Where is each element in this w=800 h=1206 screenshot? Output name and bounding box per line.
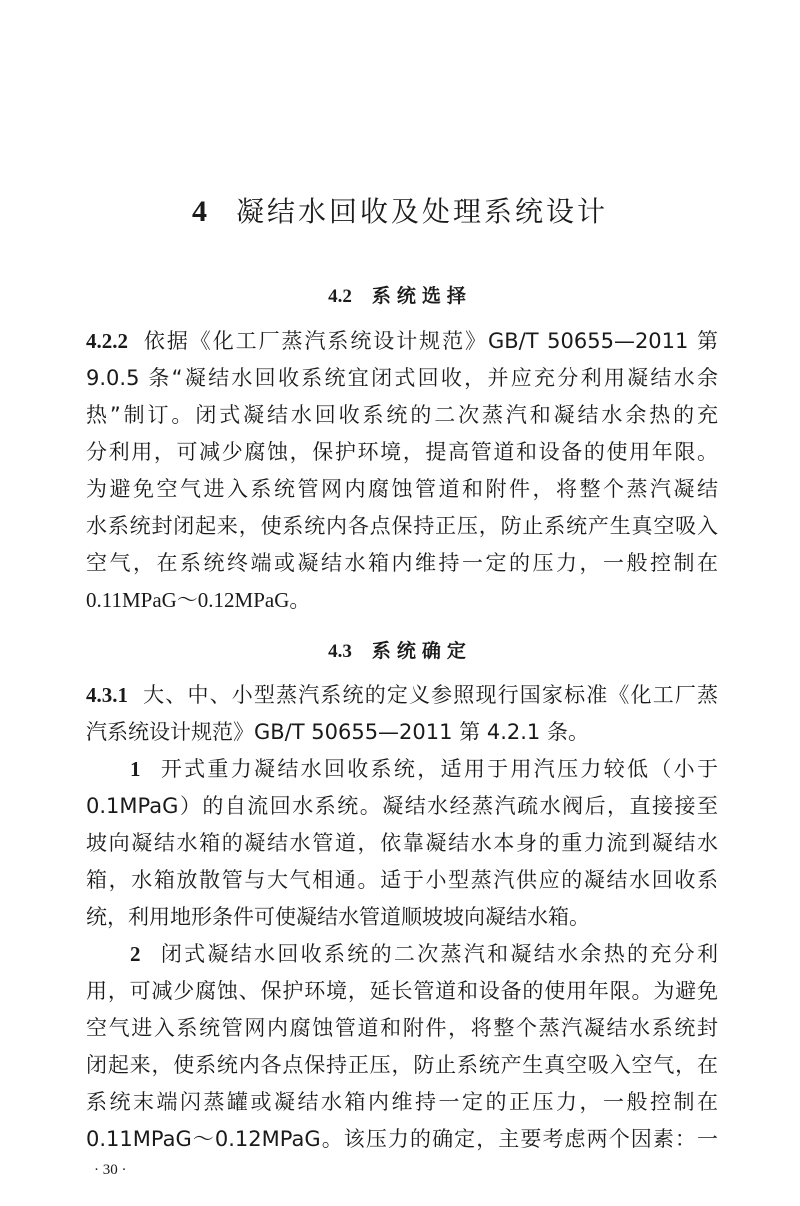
paragraph-line xyxy=(86,1085,718,1119)
paragraph-line xyxy=(86,583,718,617)
line-text: 闭起来，使系统内各点保持正压，防止系统产生真空吸入空气，在 xyxy=(86,1053,718,1077)
paragraph-line xyxy=(86,715,718,749)
line-text: 0.11MPaG～0.12MPaG。 xyxy=(86,588,311,612)
item-number: 1 xyxy=(130,757,141,781)
line-text: 为避免空气进入系统管网内腐蚀管道和附件，将整个蒸汽凝结 xyxy=(86,477,718,501)
line-text: 系统末端闪蒸罐或凝结水箱内维持一定的正压力，一般控制在 xyxy=(86,1090,718,1114)
paragraph-line xyxy=(86,789,718,823)
paragraph-line xyxy=(86,1048,718,1082)
paragraph-line xyxy=(86,435,718,469)
chapter-title-text: 凝结水回收及处理系统设计 xyxy=(235,195,608,228)
section-number: 4.2 xyxy=(328,286,352,307)
page-number: · 30 · xyxy=(94,1162,127,1178)
chapter-number: 4 xyxy=(191,195,210,228)
paragraph-line xyxy=(86,324,718,358)
paragraph-line xyxy=(86,974,718,1008)
section-number: 4.3 xyxy=(328,641,352,662)
line-text: 空气进入系统管网内腐蚀管道和附件，将整个蒸汽凝结水系统封 xyxy=(86,1016,718,1040)
line-text: 开式重力凝结水回收系统，适用于用汽压力较低（小于 xyxy=(158,757,718,781)
line-text: 统，利用地形条件可使凝结水管道顺坡坡向凝结水箱。 xyxy=(86,905,590,929)
line-text: 用，可减少腐蚀、保护环境，延长管道和设备的使用年限。为避免 xyxy=(86,979,718,1003)
section-heading-4-3 xyxy=(0,636,800,663)
paragraph-line xyxy=(86,546,718,580)
line-text: 闭式凝结水回收系统的二次蒸汽和凝结水余热的充分利 xyxy=(158,942,718,966)
line-text: 热”制订。闭式凝结水回收系统的二次蒸汽和凝结水余热的充 xyxy=(86,403,718,427)
paragraph-line xyxy=(86,900,718,934)
paragraph-line xyxy=(130,937,718,971)
paragraph-line xyxy=(86,472,718,506)
line-text: 坡向凝结水箱的凝结水管道，依靠凝结水本身的重力流到凝结水 xyxy=(86,831,718,855)
line-text: 0.1MPaG）的自流回水系统。凝结水经蒸汽疏水阀后，直接接至 xyxy=(86,794,718,818)
paragraph-line xyxy=(86,1011,718,1045)
line-text: 箱，水箱放散管与大气相通。适于小型蒸汽供应的凝结水回收系 xyxy=(86,868,718,892)
chapter-title xyxy=(0,190,800,230)
item-number: 2 xyxy=(130,942,141,966)
line-text: 0.11MPaG～0.12MPaG。该压力的确定，主要考虑两个因素：一 xyxy=(86,1127,718,1151)
line-text: 水系统封闭起来，使系统内各点保持正压，防止系统产生真空吸入 xyxy=(86,514,718,538)
paragraph-line xyxy=(86,826,718,860)
line-text: 空气，在系统终端或凝结水箱内维持一定的压力，一般控制在 xyxy=(86,551,718,575)
paragraph-line xyxy=(86,1122,718,1156)
paragraph-line xyxy=(86,398,718,432)
paragraph-line xyxy=(86,361,718,395)
clause-number: 4.2.2 xyxy=(86,329,128,353)
line-text: 分利用，可减少腐蚀，保护环境，提高管道和设备的使用年限。 xyxy=(86,440,718,464)
paragraph-line xyxy=(130,752,718,786)
line-text: 大、中、小型蒸汽系统的定义参照现行国家标准《化工厂蒸 xyxy=(142,683,718,707)
paragraph-line xyxy=(86,509,718,543)
line-text: 9.0.5 条“凝结水回收系统宜闭式回收，并应充分利用凝结水余 xyxy=(86,366,718,390)
line-text: 依据《化工厂蒸汽系统设计规范》GB/T 50655—2011 第 xyxy=(142,329,718,353)
section-title-text: 系统选择 xyxy=(371,285,472,307)
section-heading-4-2 xyxy=(0,281,800,308)
line-text: 汽系统设计规范》GB/T 50655—2011 第 4.2.1 条。 xyxy=(86,720,589,744)
clause-number: 4.3.1 xyxy=(86,683,128,707)
paragraph-line xyxy=(86,863,718,897)
paragraph-line xyxy=(86,678,718,712)
section-title-text: 系统确定 xyxy=(371,640,472,662)
